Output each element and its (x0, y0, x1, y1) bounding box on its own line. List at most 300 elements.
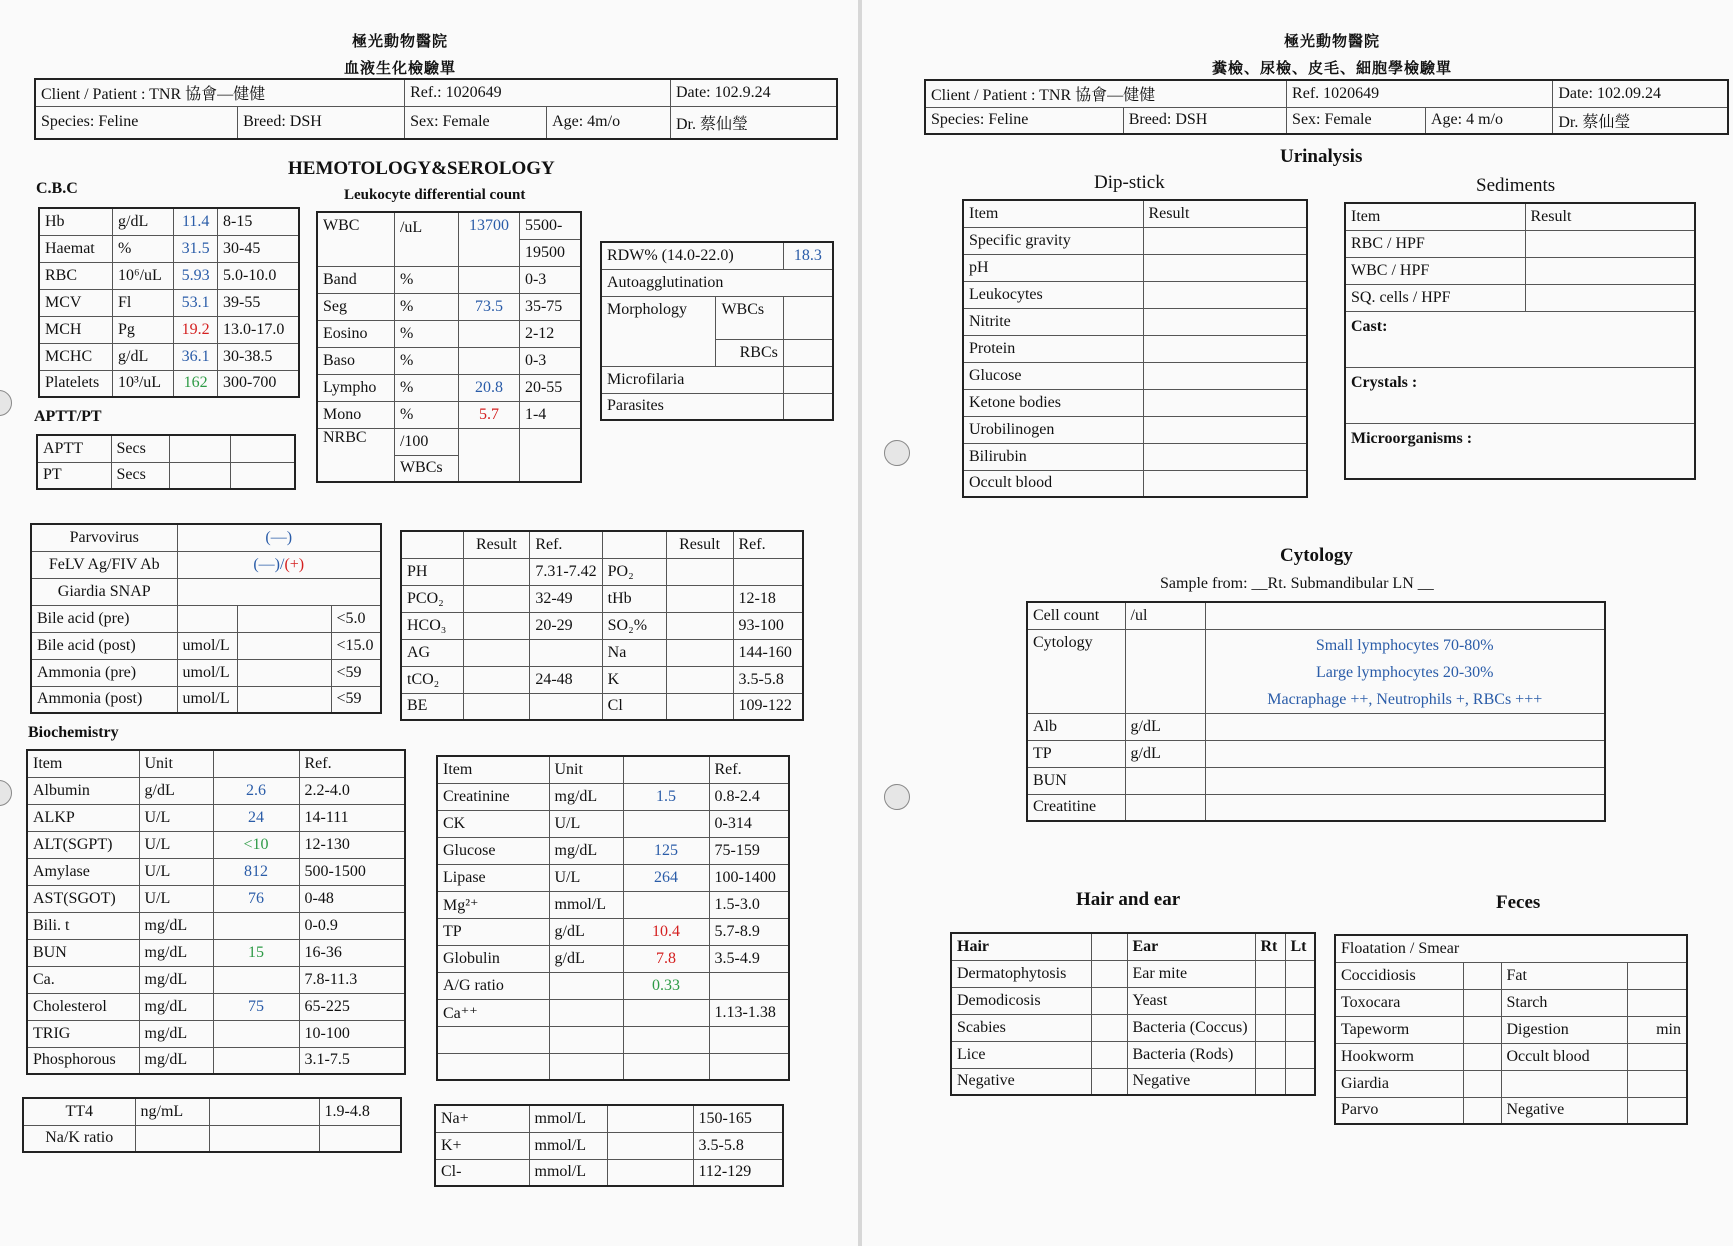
feces-item: Hookworm (1335, 1043, 1463, 1070)
dipstick-row (963, 308, 1307, 335)
leuko-value (459, 320, 520, 347)
bg-item: PH (401, 558, 463, 585)
hair-ear-title: Hair and ear (1076, 889, 1181, 910)
cbc-label: C.B.C (36, 180, 78, 197)
aptt-item: APTT (37, 435, 111, 462)
tt4-unit (135, 1125, 209, 1152)
dipstick-header (963, 200, 1307, 227)
bio-row (27, 966, 405, 993)
patient-info-table (924, 79, 1729, 135)
leuko-ref: 35-75 (519, 293, 581, 320)
floatation-header: Floatation / Smear (1335, 935, 1687, 962)
wbc-label: WBC (317, 212, 394, 266)
leuko-unit: % (394, 320, 458, 347)
leuko-item: Lympho (317, 374, 394, 401)
cbc-row (39, 370, 299, 397)
feces-result (1463, 989, 1501, 1016)
hair-result (1091, 1041, 1127, 1068)
microorganisms-label: Microorganisms : (1345, 423, 1695, 479)
bio-value: 812 (213, 858, 299, 885)
feces-item: Toxocara (1335, 989, 1463, 1016)
bio-ref (709, 972, 789, 999)
age-field: Age: 4 m/o (1425, 107, 1552, 134)
dip-result (1143, 470, 1307, 497)
serology-result (237, 686, 331, 713)
bio-ref: 2.2-4.0 (299, 777, 405, 804)
cytology-result-1: Small lymphocytes 70-80% (1315, 636, 1494, 654)
nrbc-unit-1: /100 (394, 428, 458, 455)
cbc-value: 19.2 (174, 316, 218, 343)
bio-ref: 3.1-7.5 (299, 1047, 405, 1074)
bio-unit: g/dL (139, 777, 213, 804)
bg-ref: 24-48 (530, 666, 602, 693)
bio-row (27, 1020, 405, 1047)
autoagg-label: Autoagglutination (601, 269, 833, 296)
serology-ref: <5.0 (331, 605, 381, 632)
elec-value (607, 1105, 693, 1132)
punch-hole (884, 784, 910, 810)
cbc-item: Haemat (39, 235, 113, 262)
bio-row (27, 831, 405, 858)
nrbc-unit-2: WBCs (394, 455, 458, 482)
dip-result-header: Result (1143, 200, 1307, 227)
cyto-unit (1125, 794, 1205, 821)
bio-value (623, 1026, 709, 1053)
leuko-item: Seg (317, 293, 394, 320)
bio-value: <10 (213, 831, 299, 858)
bio-row (437, 918, 789, 945)
aptt-table (36, 434, 296, 490)
leuko-value (459, 266, 520, 293)
bg-ref: 109-122 (733, 693, 803, 720)
age-field: Age: 4m/o (547, 106, 671, 139)
bio-item-header: Item (437, 756, 549, 783)
dipstick-table (962, 199, 1308, 498)
feces-row (1335, 1043, 1687, 1070)
cyto-unit: g/dL (1125, 740, 1205, 767)
bio-item: Mg²⁺ (437, 891, 549, 918)
right-page (862, 0, 1733, 1246)
leuko-unit: % (394, 293, 458, 320)
patient-info-table (34, 78, 838, 140)
leuko-unit: % (394, 401, 458, 428)
bio-unit: g/dL (549, 945, 623, 972)
feces-row (1335, 1097, 1687, 1124)
punch-hole (0, 390, 12, 416)
feces-result (1463, 1016, 1501, 1043)
leuko-value: 73.5 (459, 293, 520, 320)
bio-item: Creatinine (437, 783, 549, 810)
serology-unit (177, 605, 237, 632)
bg-ref-header: Ref. (733, 531, 803, 558)
cbc-ref: 30-45 (217, 235, 299, 262)
leuko-unit: % (394, 374, 458, 401)
bio-ref: 5.7-8.9 (709, 918, 789, 945)
serology-unit: umol/L (177, 659, 237, 686)
cbc-ref: 8-15 (217, 208, 299, 235)
client-field: Client / Patient : TNR 協會—健健 (925, 80, 1287, 107)
bio-unit: mmol/L (549, 891, 623, 918)
nrbc-item: NRBC (317, 428, 394, 482)
ear-item: Bacteria (Rods) (1127, 1041, 1255, 1068)
felv-slash: / (280, 555, 285, 573)
bio-unit: mg/dL (139, 1020, 213, 1047)
feces-result (1463, 962, 1501, 989)
ear-item: Negative (1127, 1068, 1255, 1095)
nrbc-ref (519, 428, 581, 482)
leuko-value: 20.8 (459, 374, 520, 401)
bg-result-header: Result (463, 531, 530, 558)
cell-count-label: Cell count (1027, 602, 1125, 629)
feces-note: min (1627, 1016, 1687, 1043)
bio-value: 2.6 (213, 777, 299, 804)
bio-item: Cholesterol (27, 993, 139, 1020)
bio-ref: 75-159 (709, 837, 789, 864)
dipstick-row (963, 416, 1307, 443)
bio-row (437, 783, 789, 810)
bio-header (437, 756, 789, 783)
serology-item: Parvovirus (31, 524, 177, 551)
cbc-item: RBC (39, 262, 113, 289)
leuko-value (459, 347, 520, 374)
cyto-item: Alb (1027, 713, 1125, 740)
cyto-value (1205, 767, 1605, 794)
tt4-row (23, 1125, 401, 1152)
bio-item (437, 1053, 549, 1080)
bio-item: Lipase (437, 864, 549, 891)
bio-row (27, 885, 405, 912)
serology-row (31, 659, 381, 686)
blood-gas-row (401, 585, 803, 612)
cbc-item: Platelets (39, 370, 113, 397)
hair-item: Negative (951, 1068, 1091, 1095)
cytology-label: Cytology (1027, 629, 1125, 713)
bio-row (437, 864, 789, 891)
cytology-title: Cytology (1280, 545, 1353, 566)
bio-ref-header: Ref. (709, 756, 789, 783)
feces-item: Starch (1501, 989, 1627, 1016)
feces-note (1627, 962, 1687, 989)
aptt-row (37, 462, 295, 489)
bio-unit: U/L (549, 864, 623, 891)
dip-result (1143, 227, 1307, 254)
cyto-item: Creatitine (1027, 794, 1125, 821)
bg-result (463, 612, 530, 639)
blood-gas-row (401, 639, 803, 666)
bio-item: Ca⁺⁺ (437, 999, 549, 1026)
sediments-table (1344, 202, 1696, 480)
tt4-ref (319, 1125, 401, 1152)
bg-result (463, 693, 530, 720)
sample-from: Sample from: __Rt. Submandibular LN __ (1160, 575, 1434, 592)
sed-result (1525, 284, 1695, 311)
serology-row (31, 632, 381, 659)
cbc-unit: % (113, 235, 174, 262)
lt-header: Lt (1285, 933, 1315, 960)
serology-result (237, 632, 331, 659)
bg-ref: 32-49 (530, 585, 602, 612)
cbc-row (39, 235, 299, 262)
bio-unit-header: Unit (139, 750, 213, 777)
dip-result (1143, 335, 1307, 362)
sed-item: WBC / HPF (1345, 257, 1525, 284)
bio-ref: 500-1500 (299, 858, 405, 885)
cbc-value: 31.5 (174, 235, 218, 262)
bio-value: 125 (623, 837, 709, 864)
hospital-name: 極光動物醫院 (1283, 34, 1380, 50)
bio-value-header (623, 756, 709, 783)
doctor-field: Dr. 蔡仙瑩 (670, 106, 837, 139)
bio-row (27, 993, 405, 1020)
parasites-label: Parasites (601, 393, 783, 420)
ear-rt (1255, 1041, 1285, 1068)
elec-ref: 3.5-5.8 (693, 1132, 783, 1159)
leukocyte-table (316, 211, 582, 483)
dipstick-row (963, 443, 1307, 470)
bio-item-header: Item (27, 750, 139, 777)
bio-unit (549, 1026, 623, 1053)
bg-result (463, 639, 530, 666)
bio-item: Globulin (437, 945, 549, 972)
serology-row (31, 524, 381, 551)
cbc-ref: 39-55 (217, 289, 299, 316)
bio-unit: U/L (139, 831, 213, 858)
cbc-value: 53.1 (174, 289, 218, 316)
sediments-header (1345, 203, 1695, 230)
bio-ref: 0-314 (709, 810, 789, 837)
bg-ref: 3.5-5.8 (733, 666, 803, 693)
cbc-unit: Pg (113, 316, 174, 343)
bio-unit: g/dL (549, 918, 623, 945)
bg-item: SO₂% (602, 612, 666, 639)
sed-result (1525, 230, 1695, 257)
sex-field: Sex: Female (405, 106, 547, 139)
sed-item-header: Item (1345, 203, 1525, 230)
sed-item: SQ. cells / HPF (1345, 284, 1525, 311)
feces-note (1627, 989, 1687, 1016)
bio-ref-header: Ref. (299, 750, 405, 777)
bg-item: HCO₃ (401, 612, 463, 639)
cytology-row (1027, 713, 1605, 740)
serology-item: Bile acid (pre) (31, 605, 177, 632)
nrbc-row (317, 428, 581, 455)
dip-item: Urobilinogen (963, 416, 1143, 443)
bio-row (27, 912, 405, 939)
leuko-label: Leukocyte differential count (344, 187, 526, 203)
sex-field: Sex: Female (1287, 107, 1426, 134)
cbc-unit: 10⁶/uL (113, 262, 174, 289)
cyto-value (1205, 794, 1605, 821)
cytology-results (1205, 629, 1605, 713)
cbc-unit: Fl (113, 289, 174, 316)
bio-item: Glucose (437, 837, 549, 864)
dip-result (1143, 389, 1307, 416)
bio-item: Phosphorous (27, 1047, 139, 1074)
felv-negative: (—) (253, 555, 280, 573)
bg-blank (401, 531, 463, 558)
bio-value (213, 1020, 299, 1047)
bio-ref: 0-48 (299, 885, 405, 912)
bio-row (27, 858, 405, 885)
serology-result (237, 659, 331, 686)
feces-item: Parvo (1335, 1097, 1463, 1124)
leuko-row (317, 266, 581, 293)
bio-row (27, 1047, 405, 1074)
sediments-row (1345, 284, 1695, 311)
bio-item: CK (437, 810, 549, 837)
tt4-ref: 1.9-4.8 (319, 1098, 401, 1125)
leuko-row (317, 347, 581, 374)
dipstick-row (963, 227, 1307, 254)
bio-header (27, 750, 405, 777)
hair-ear-row (951, 1041, 1315, 1068)
elec-value (607, 1159, 693, 1186)
crystals-label: Crystals : (1345, 367, 1695, 423)
bio-row (437, 999, 789, 1026)
species-field: Species: Feline (925, 107, 1123, 134)
tt4-value (209, 1125, 319, 1152)
hair-ear-table (950, 932, 1316, 1096)
blood-gas-row (401, 666, 803, 693)
electrolyte-row (435, 1159, 783, 1186)
bio-value: 7.8 (623, 945, 709, 972)
bio-unit: U/L (139, 804, 213, 831)
cbc-item: MCHC (39, 343, 113, 370)
feces-header (1335, 935, 1687, 962)
bio-unit: mg/dL (139, 912, 213, 939)
sheet-title: 糞檢、尿檢、皮毛、細胞學檢驗單 (1211, 61, 1452, 77)
bg-ref (530, 693, 602, 720)
breed-field: Breed: DSH (238, 106, 405, 139)
cbc-value: 162 (174, 370, 218, 397)
dip-item: pH (963, 254, 1143, 281)
sediments-label: Sediments (1476, 175, 1556, 196)
tt4-item: Na/K ratio (23, 1125, 135, 1152)
bio-ref: 7.8-11.3 (299, 966, 405, 993)
feces-note (1627, 1043, 1687, 1070)
bio-item: Amylase (27, 858, 139, 885)
serology-ref: <59 (331, 686, 381, 713)
cbc-ref: 30-38.5 (217, 343, 299, 370)
hospital-name: 極光動物醫院 (351, 34, 448, 50)
blood-gas-row (401, 693, 803, 720)
aptt-label: APTT/PT (34, 408, 102, 425)
bio-ref: 1.13-1.38 (709, 999, 789, 1026)
elec-ref: 150-165 (693, 1105, 783, 1132)
tt4-row (23, 1098, 401, 1125)
bio-value (213, 1047, 299, 1074)
sheet-title: 血液生化檢驗單 (343, 61, 456, 77)
bio-item (437, 1026, 549, 1053)
electrolyte-row (435, 1132, 783, 1159)
leuko-row (317, 293, 581, 320)
bio-ref (709, 1053, 789, 1080)
serology-result (237, 605, 331, 632)
hair-ear-row (951, 960, 1315, 987)
bg-item: AG (401, 639, 463, 666)
bio-item: TP (437, 918, 549, 945)
bio-item: A/G ratio (437, 972, 549, 999)
bio-row (437, 837, 789, 864)
serology-item: Ammonia (post) (31, 686, 177, 713)
urinalysis-title: Urinalysis (1280, 146, 1363, 167)
bio-item: Bili. t (27, 912, 139, 939)
bio-row (437, 1026, 789, 1053)
bg-item: tCO₂ (401, 666, 463, 693)
ear-rt (1255, 1014, 1285, 1041)
bg-ref-header: Ref. (530, 531, 602, 558)
feces-row (1335, 962, 1687, 989)
elec-item: Na+ (435, 1105, 529, 1132)
ear-lt (1285, 960, 1315, 987)
cbc-row (39, 262, 299, 289)
felv-positive: (+) (284, 555, 305, 573)
sed-result (1525, 257, 1695, 284)
ref-field: Ref. 1020649 (1287, 80, 1553, 107)
elec-unit: mmol/L (529, 1105, 607, 1132)
ear-lt (1285, 1014, 1315, 1041)
rt-header: Rt (1255, 933, 1285, 960)
bio-ref: 65-225 (299, 993, 405, 1020)
bg-ref: 12-18 (733, 585, 803, 612)
leuko-ref: 0-3 (519, 347, 581, 374)
bg-ref (733, 558, 803, 585)
ear-item: Yeast (1127, 987, 1255, 1014)
rdw-value: 18.3 (783, 242, 833, 269)
morphology-table (600, 241, 834, 421)
serology-table (30, 523, 382, 714)
aptt-unit: Secs (111, 462, 169, 489)
wbc-ref-low: 5500- (519, 212, 581, 239)
leuko-unit: % (394, 347, 458, 374)
feces-row (1335, 1016, 1687, 1043)
tt4-unit: ng/mL (135, 1098, 209, 1125)
cbc-unit: 10³/uL (113, 370, 174, 397)
dip-item: Occult blood (963, 470, 1143, 497)
serology-row (31, 551, 381, 578)
serology-ref: <59 (331, 659, 381, 686)
cytology-row (1027, 767, 1605, 794)
serology-unit: umol/L (177, 686, 237, 713)
hair-result (1091, 933, 1127, 960)
cbc-row (39, 289, 299, 316)
dip-item: Protein (963, 335, 1143, 362)
bio-ref: 10-100 (299, 1020, 405, 1047)
cbc-row (39, 343, 299, 370)
bg-result (666, 585, 733, 612)
bio-value (623, 1053, 709, 1080)
biochemistry-table-1 (26, 749, 406, 1075)
hair-ear-row (951, 987, 1315, 1014)
bg-ref: 20-29 (530, 612, 602, 639)
wbc-ref-high: 19500 (519, 239, 581, 266)
hair-result (1091, 960, 1127, 987)
hair-item: Demodicosis (951, 987, 1091, 1014)
bio-unit: U/L (139, 858, 213, 885)
bio-value (623, 810, 709, 837)
ear-rt (1255, 1068, 1285, 1095)
hair-header: Hair (951, 933, 1091, 960)
leuko-item: Eosino (317, 320, 394, 347)
cbc-item: MCH (39, 316, 113, 343)
wbc-unit: /uL (394, 212, 458, 266)
date-field: Date: 102.09.24 (1553, 80, 1728, 107)
serology-result (177, 551, 381, 578)
date-field: Date: 102.9.24 (670, 79, 837, 106)
bio-ref: 16-36 (299, 939, 405, 966)
cyto-value (1205, 713, 1605, 740)
cyto-value (1205, 740, 1605, 767)
